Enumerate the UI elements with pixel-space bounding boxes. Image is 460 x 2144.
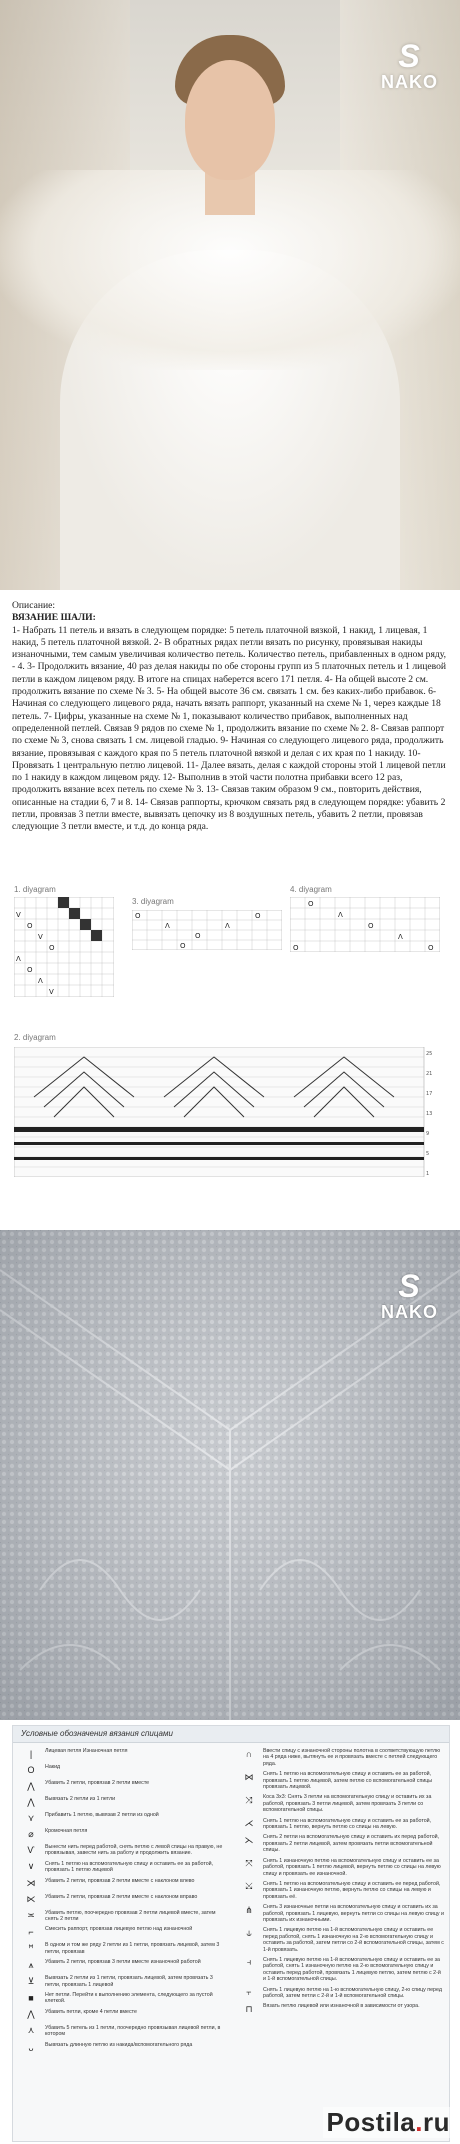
legend-row xyxy=(17,1748,227,1760)
increase-icon: ⋎ xyxy=(27,1812,35,1823)
svg-text:21: 21 xyxy=(426,1071,433,1077)
legend-row xyxy=(17,1812,227,1824)
legend-description: Нет петли. Перейти к выполнению элемента, следующего за пустой клеткой. xyxy=(45,1992,213,2005)
slip-back-icon: ⤩ xyxy=(245,1881,253,1892)
swatch-logo-mark: S xyxy=(398,1268,421,1304)
legend-description: Убавить 2 петли, провязав 2 петли вместе xyxy=(45,1780,150,1786)
watermark-tld: ru xyxy=(423,2107,450,2137)
diagram-4-label: 4. diyagram xyxy=(290,885,332,894)
svg-text:Λ: Λ xyxy=(225,922,230,930)
legend-description: Снять 1 изнаночную петлю на вспомогательную спицу и оставить ее за работой, провязать 1 петлю лицевой, вернуть петлю со спицы на левую спицу и провязать ее изнаночной. xyxy=(263,1857,441,1877)
swatch-logo-word: NAKO xyxy=(381,1302,438,1322)
svg-text:O: O xyxy=(135,912,141,920)
svg-text:5: 5 xyxy=(426,1151,430,1157)
twist-icon: ≍ xyxy=(27,1910,35,1921)
svg-text:Λ: Λ xyxy=(165,922,170,930)
legend-row xyxy=(235,1927,445,1953)
description-label: Описание: xyxy=(12,600,56,611)
legend-row xyxy=(235,1771,445,1790)
legend-description: Убавить петли, кроме 4 петли вместе xyxy=(45,2008,137,2015)
decrease-5-icon: ⋀ xyxy=(27,2009,35,2020)
cable-3-icon: ⋔ xyxy=(245,1904,253,1915)
nako-logo xyxy=(381,40,438,93)
diagram-1-grid xyxy=(14,897,114,997)
legend-description: Снять 1 петлю на вспомогательную спицу и оставить ее за работой, провязать 1 петлю лицевой, затем петлю со вспомогательной спицы провязать лицевой. xyxy=(263,1771,433,1791)
rapport-icon: ⌐ xyxy=(28,1927,34,1938)
cast-on-icon: O xyxy=(27,1765,35,1775)
svg-text:O: O xyxy=(180,942,186,950)
legend-row xyxy=(17,1959,227,1971)
legend-description: Снять 1 петлю на вспомогательную спицу и оставить ее за работой, провязать 1 петлю лицевой xyxy=(45,1860,214,1874)
legend-description: Вывязать 2 петли из 1 петли xyxy=(45,1796,116,1802)
swatch-nako-logo xyxy=(381,1270,438,1323)
svg-text:O: O xyxy=(27,966,33,974)
legend-description: Убавить 5 петель из 1 петли, поочередно провязывая лицевой петли, в котором xyxy=(45,2024,221,2038)
edge-stitch-icon: ⌀ xyxy=(28,1828,34,1839)
legend-row xyxy=(17,1878,227,1890)
legend-description: Снять 1 петлю на вспомогательную спицу и оставить ее перед работой, провязать 1 изнаночную петлю, вернуть петлю со спицы на левую и провязать её. xyxy=(263,1880,441,1900)
chain-icon: ᴗ xyxy=(28,2042,34,2053)
no-stitch-icon: ■ xyxy=(28,1993,34,2004)
legend-description: Смесить раппорт, провязав лицевую петлю над изнаночной xyxy=(45,1926,193,1933)
legend-row xyxy=(17,2025,227,2038)
svg-text:O: O xyxy=(255,912,261,920)
svg-text:1: 1 xyxy=(426,1171,430,1177)
svg-text:O: O xyxy=(308,900,314,908)
legend-description: Убавить 2 петли, провязав 2 петли вместе с наклоном влево xyxy=(45,1877,195,1884)
legend-row xyxy=(17,1861,227,1874)
legend-row xyxy=(235,1858,445,1877)
description xyxy=(12,600,448,834)
svg-text:17: 17 xyxy=(426,1091,433,1097)
k3tog-icon: ⩚ xyxy=(28,1959,34,1970)
diagram-2-grid xyxy=(14,1047,434,1177)
legend-row xyxy=(17,1764,227,1776)
slip-stitch-icon: ∨ xyxy=(27,1861,35,1872)
legend-description: Прибавить 1 петлю, вывязав 2 петли из одной xyxy=(45,1812,159,1818)
symbol-legend xyxy=(12,1725,450,2142)
slip-front-icon: ⤧ xyxy=(245,1858,253,1869)
legend-title: Условные обозначения вязания спицами xyxy=(13,1726,449,1743)
legend-description: Накид xyxy=(45,1764,61,1770)
legend-row xyxy=(17,1992,227,2005)
cross-left-icon: ⋊ xyxy=(26,1878,36,1889)
cable-2x2-icon: ⋈ xyxy=(244,1771,254,1782)
svg-text:Λ: Λ xyxy=(38,977,43,985)
legend-row xyxy=(17,1910,227,1923)
legend-description: Убавить 2 петли, провязав 3 петли вместе изнаночной работой xyxy=(45,1959,201,1966)
slip-2-icon: ⋋ xyxy=(244,1834,254,1845)
legend-row xyxy=(17,1926,227,1938)
svg-text:V: V xyxy=(38,933,43,941)
legend-row xyxy=(17,2009,227,2021)
legend-description: Убавить 2 петли, провязав 2 петли вместе с наклоном вправо xyxy=(45,1893,198,1900)
legend-description: Снять 2 петли на вспомогательную спицу и оставить их перед работой, провязать 2 петли лицевой, затем провязать петли вспомогательной спицы. xyxy=(263,1834,440,1854)
legend-row xyxy=(17,1894,227,1906)
legend-description: Убавить петлю, поочередно провязав 2 петли лицевой вместе, затем снять 2 петли xyxy=(45,1909,216,1923)
legend-description: Ввести спицу с изнаночной стороны полотна в соответствующую петлю на 4 ряда ниже, вытянуть ее и провязать вместе с петлей следующего ряда. xyxy=(263,1748,441,1767)
svg-text:O: O xyxy=(293,944,299,952)
pattern-end-icon: ⊓ xyxy=(245,2003,253,2014)
pull-through-icon: Ѵ xyxy=(27,1845,35,1855)
legend-description: Снять 3 изнаночные петли на вспомогательную спицу и оставить их за работой, провязать 1 лицевую, вернуть петли со спицы на левую спицу и провязать их изнаночными. xyxy=(263,1904,444,1923)
svg-text:Λ: Λ xyxy=(16,955,21,963)
cable-5-icon: ⫝ xyxy=(246,1927,252,1938)
cable-6-icon: ⫞ xyxy=(246,1957,252,1968)
legend-row xyxy=(235,1748,445,1767)
legend-row xyxy=(235,1794,445,1813)
legend-left-column xyxy=(17,1748,227,2058)
svg-text:O: O xyxy=(195,932,201,940)
nako-logo-word: NAKO xyxy=(381,72,438,92)
legend-description: Вынести нить перед работой, снять петлю с левой спицы на правую, не провязывая, завести нить за работу и продолжить вязание. xyxy=(45,1844,223,1857)
svg-text:O: O xyxy=(49,944,55,952)
svg-text:O: O xyxy=(428,944,434,952)
bobble-icon: ꟸ xyxy=(28,1942,34,1953)
legend-right-column xyxy=(235,1748,445,2019)
description-body: 1- Набрать 11 петель и вязать в следующем порядке: 5 петель платочной вязкой, 1 накид, 1 лицевая, 1 накид, 5 петель платочной вязкой. 2- В обратных рядах петли вязать по рисунку, провязывая накиды изнаночными, тем самым увеличивая количество петель. Количество петель, прибавленных в одном ряду, - 4. 3- Продолжить вязание, 40 раз делая накиды по обе стороны групп из 5 платочных петель и 1 лицевой петли в каждом лицевом ряду. В итоге на спицах наберется всего 171 петля. 4- На общей высоте 2 см. продолжить вязание по схеме № 3. 5- На общей высоте 36 см. связать 1 см. без каких-либо прибавок. 6- Начиная со следующего лицевого ряда, начать вязать раппорт, указанный на схеме № 1, через каждые 18 петель. 7- Цифры, указанные на схеме № 1, показывают количество прибавок, выполненных над определенной петлей. Связав 9 рядов по схеме № 1, продолжить вязание по схеме № 2. 8- Связав раппорт по схеме № 3, снова связать 1 см. лицевой гладью. 9- Начиная со следующего лицевого ряда, продолжить вязание, провязывая с каждого края по 5 петель платочной вязкой и делая с их края по 1 накиду. 10- Провязать 1 центральную петлю лицевой. 11- Далее вязать, делая с каждой стороны этой 1 лицевой петли по 1 накиду в каждом лицевом ряду. 12- Выполнив в этой части полотна прибавки всего 12 раз, продолжить вязание всех петель по схеме № 3. 13- Связав таким образом 9 см., повторить действия, описанные на стадии 6, 7 и 8. 14- Связав раппорты, крючком связать ряд в следующем порядке: убавить 2 петли, провязав 3 петли вместе, вывязать цепочку из 8 воздушных петель, убавить 2 петли, провязав следующие 3 петли вместе, и т.д. до конца ряда. xyxy=(12,624,447,833)
model-photo xyxy=(0,0,460,590)
knitting-diagrams xyxy=(0,885,460,1225)
legend-description: Вывязать 2 петли из 1 петли, провязать лицевой, затем провязать 3 петли, провязать 1 лицевой xyxy=(45,1975,213,1988)
slip-1-icon: ⋌ xyxy=(244,1818,254,1829)
decrease-3-icon: ⋏ xyxy=(27,2025,35,2036)
diagram-4-grid xyxy=(290,897,440,952)
svg-text:Λ: Λ xyxy=(398,933,403,941)
bind-icon: ⊻ xyxy=(27,1975,35,1986)
model-head xyxy=(185,60,275,180)
legend-description: Снять 1 петлю на вспомогательную спицу и оставить ее за работой, провязать 1 петлю, вернуть петлю со спицы на левую. xyxy=(263,1817,432,1831)
legend-row xyxy=(17,1942,227,1955)
legend-description: Снять 1 лицевую петлю на 1-ю вспомогательную спицу, 2-ю спицу перед работой, затем петли с 2-й и 1-й вспомогательной спицы. xyxy=(263,1986,442,1999)
watermark-text: Postila xyxy=(326,2107,416,2137)
svg-text:Λ: Λ xyxy=(338,911,343,919)
legend-row xyxy=(17,1844,227,1857)
legend-row xyxy=(235,1818,445,1831)
diagram-3-grid xyxy=(132,910,282,950)
svg-text:V: V xyxy=(49,988,54,996)
legend-description: Снять 1 лицевую петлю на 1-й вспомогательную спицу и оставить ее за работой, снять 1 изнаночную петлю на 2-ю вспомогательную спицу и оставить перед работой, провязать 1 лицевую петлю, затем петлю с 2-й и 1-й вспомогательной спицы. xyxy=(263,1956,441,1983)
legend-row xyxy=(235,1834,445,1853)
nako-logo-mark: S xyxy=(398,38,421,74)
cable-3x3-icon: ⤨ xyxy=(245,1794,253,1805)
cable-7-icon: ⫟ xyxy=(246,1987,252,1998)
diagram-2-label: 2. diyagram xyxy=(14,1033,56,1042)
cross-right-icon: ⋉ xyxy=(26,1894,36,1905)
legend-description: Кромочная петля xyxy=(45,1828,88,1834)
diagram-1-label: 1. diyagram xyxy=(14,885,56,894)
svg-text:13: 13 xyxy=(426,1111,433,1117)
legend-row xyxy=(235,1987,445,2000)
legend-row xyxy=(235,1881,445,1900)
legend-description: Коса 3х3: Снять 3 петли на вспомогательную спицу и оставить их за работой, провязать 3 петли лицевой, затем провязать 3 петли со вспомогательной спицы. xyxy=(263,1794,432,1814)
knit-stitch-icon: | xyxy=(29,1749,33,1759)
legend-row xyxy=(17,1828,227,1840)
svg-text:9: 9 xyxy=(426,1131,430,1137)
legend-row xyxy=(17,1796,227,1808)
legend-row xyxy=(235,1904,445,1923)
legend-row xyxy=(235,2003,445,2015)
legend-row xyxy=(235,1957,445,1983)
svg-text:O: O xyxy=(368,922,374,930)
description-heading: ВЯЗАНИЕ ШАЛИ: xyxy=(12,612,96,624)
k2tog-left-icon: ⋀ xyxy=(27,1780,35,1791)
legend-description: Вязать петлю лицевой или изнаночной в зависимости от узора. xyxy=(263,2003,420,2010)
postila-watermark xyxy=(323,2107,454,2138)
svg-text:V: V xyxy=(16,911,21,919)
legend-description: Снять 1 лицевую петлю на 1-й вспомогательную спицу и оставить ее перед работой, снять 1 изнаночную на 2-ю вспомогательную спицу и оставить за работой, затем петли со 2-й вспомогательной спицы, затем с 1-й провязать. xyxy=(263,1927,444,1953)
diagram-3-label: 3. diyagram xyxy=(132,897,174,906)
legend-description: Вывязать длинную петлю из накида/вспомогательного ряда xyxy=(45,2041,193,2048)
watermark-dot: . xyxy=(415,2107,423,2137)
k2tog-right-icon: ⋀ xyxy=(27,1796,35,1807)
legend-description: Лицевая петля Изнаночная петля xyxy=(45,1748,128,1754)
reverse-icon: ∩ xyxy=(245,1749,253,1759)
svg-text:O: O xyxy=(27,922,33,930)
knitted-swatch-photo xyxy=(0,1230,460,1720)
svg-text:25: 25 xyxy=(426,1051,433,1057)
legend-row xyxy=(17,2042,227,2054)
legend-row xyxy=(17,1780,227,1792)
legend-description: В одном и том же ряду 2 петли из 1 петли, провязать лицевой, затем 3 петли, провязав xyxy=(45,1942,220,1955)
legend-row xyxy=(17,1975,227,1988)
